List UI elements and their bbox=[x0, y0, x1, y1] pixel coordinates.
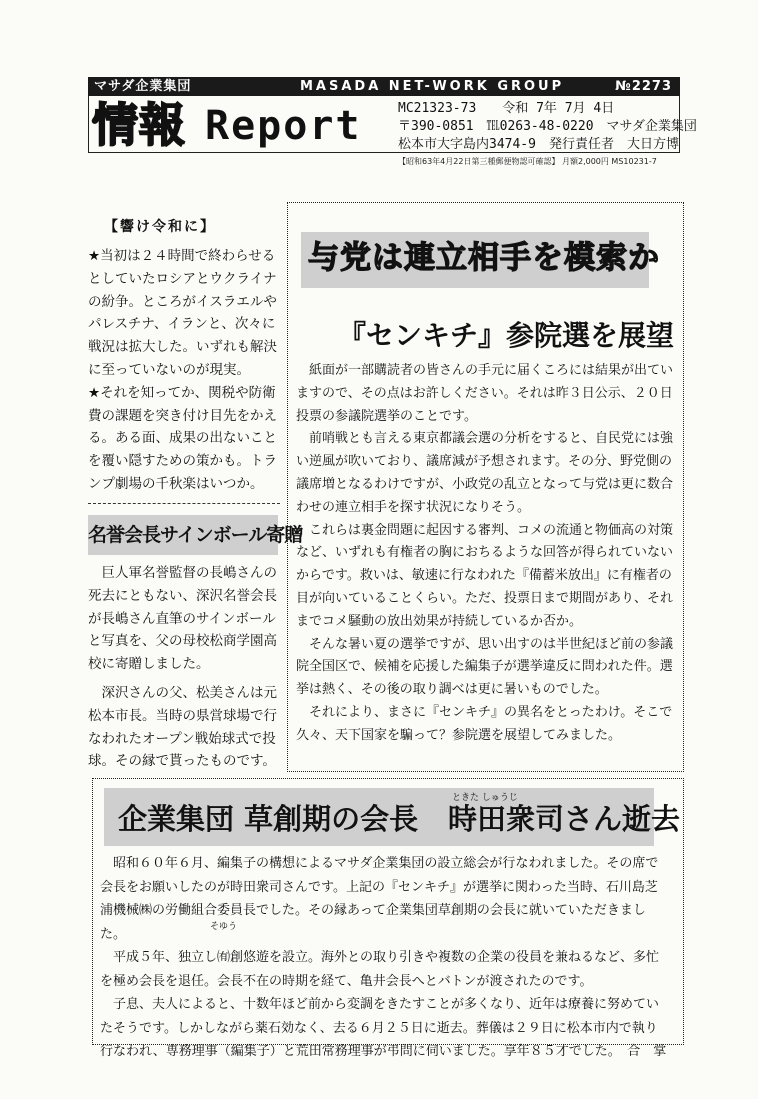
registration-note: 【昭和63年4月22日第三種郵便物認可確認】 月額2,000円 MS10231-7 bbox=[398, 157, 657, 166]
logo-report: Report bbox=[205, 103, 362, 149]
issue-number: №2273 bbox=[615, 79, 672, 94]
column-heading: 【響け令和に】 bbox=[104, 219, 216, 235]
address-line-2: 松本市大字島内3474-9 発行責任者 大日方博 bbox=[398, 137, 679, 152]
column-paragraph: ★当初は２４時間で終わらせるとしていたロシアとウクライナの紛争。ところがイスラエルやパレスチナ、イランと、次々に戦況は拡大した。いずれも解決に至っていないのが現実。 bbox=[88, 248, 277, 378]
network-name: MASADA NET-WORK GROUP bbox=[300, 79, 565, 94]
furigana: そゆう bbox=[210, 922, 238, 932]
signball-body bbox=[88, 562, 280, 773]
election-headline: 与党は連立相手を模索か bbox=[308, 240, 660, 276]
group-name: マサダ企業集団 bbox=[94, 79, 192, 94]
obituary-body bbox=[100, 852, 668, 1064]
obituary-headline-left: 企業集団 草創期の会長 bbox=[118, 802, 419, 836]
article-paragraph: 昭和６０年６月、編集子の構想によるマサダ企業集団の設立総会が行なわれました。その席で会長をお願いしたのが時田衆司さんです。上記の『センキチ』が選挙に関わった当時、石川島芝浦機械㈱の労働組合委員長でした。その縁あって企業集団草創期の会長に就いていただきました。 bbox=[100, 856, 659, 942]
article-paragraph: 前哨戦とも言える東京都議会選の分析をすると、自民党には強い逆風が吹いており、議席減が予想されます。その分、野党側の議席増となるわけですが、小政党の乱立となって与党は更に数合わせの連立相手を探す状況になりそう。 bbox=[296, 431, 674, 515]
election-body bbox=[296, 360, 678, 748]
furigana: ときた しゅうじ bbox=[452, 793, 518, 803]
signball-paragraph: 深沢さんの父、松美さんは元松本市長。当時の県営球場で行なわれたオープン戦始球式で投球。その縁で貰ったものです。 bbox=[88, 684, 277, 770]
article-paragraph: 平成５年、独立し㈲創悠遊を設立。海外との取り引きや複数の企業の役員を兼ねるなど、多忙を極め会長を退任。会長不在の時期を経て、亀井会長へとバトンが渡されたのです。 bbox=[100, 950, 660, 989]
article-paragraph: それにより、まさに『センキチ』の異名をとったわけ。そこで久々、天下国家を騙って？参院選を展望してみました。 bbox=[296, 704, 673, 743]
issue-code-date: MC21323-73 令和 7年 7月 4日 bbox=[398, 101, 615, 116]
signball-heading: 名誉会長サインボール寄贈 bbox=[88, 515, 278, 555]
article-paragraph: 紙面が一部購読者の皆さんの手元に届くころには結果が出ていますので、その点はお許しください。それは昨３日公示、２０日投票の参議院選挙のことです。 bbox=[296, 363, 674, 424]
article-paragraph: 子息、夫人によると、十数年ほど前から変調をきたすことが多くなり、近年は療養に努めていたそうです。しかしながら薬石効なく、去る６月２５日に逝去。葬儀は２９日に松本市内で執り行なわれ、専務理事（編集子）と荒田常務理事が弔問に伺いました。享年８５才でした。 合 掌 bbox=[100, 997, 667, 1059]
divider bbox=[88, 503, 280, 505]
article-paragraph: そんな暑い夏の選挙ですが、思い出すのは半世紀ほど前の参議院全国区で、候補を応援した編集子が選挙違反に問われた件。選挙は熱く、その後の取り調べは更に暑いものでした。 bbox=[296, 636, 674, 698]
column-paragraph: ★それを知ってか、関税や防衛費の課題を突き付け目先をかえる。ある面、成果の出ないことを覆い隠すための策かも。トランプ劇場の千秋楽はいつか。 bbox=[88, 384, 277, 492]
column-body bbox=[88, 245, 280, 496]
logo-japanese: 情報 bbox=[92, 98, 186, 152]
obituary-headline-right: 時田衆司さん逝去 bbox=[448, 802, 681, 836]
masthead-bar bbox=[88, 77, 680, 96]
article-paragraph: これらは裏金問題に起因する審判、コメの流通と物価高の対策など、いずれも有権者の胸におちるような回答が得られていないからです。救いは、敏速に行なわれた『備蓄米放出』に有権者の目が向いていることくらい。ただ、投票日まで期間があり、それまでコメ騒動の放出効果が持続しているか否か。 bbox=[296, 522, 674, 629]
signball-paragraph: 巨人軍名誉監督の長嶋さんの死去にともない、深沢名誉会長が長嶋さん直筆のサインボールと写真を、父の母校松商学園高校に寄贈しました。 bbox=[88, 565, 277, 673]
address-line: 〒390-0851 ℡0263-48-0220 マサダ企業集団 bbox=[398, 119, 697, 134]
election-subhead: 『センキチ』参院選を展望 bbox=[338, 319, 675, 352]
